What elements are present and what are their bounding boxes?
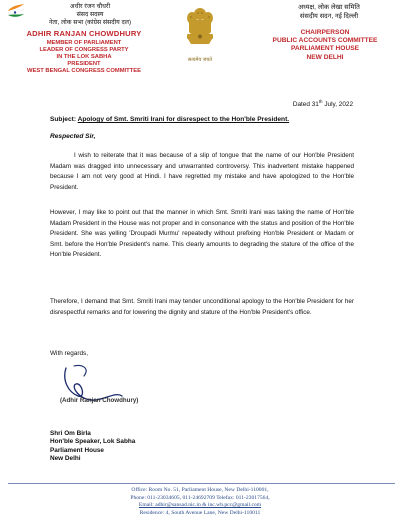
designation-3: IN THE LOK SABHA bbox=[56, 54, 112, 60]
footer-office: Office: Room No. 51, Parliament House, New Delhi-110001, bbox=[131, 487, 269, 493]
date-suffix: th bbox=[318, 99, 323, 104]
footer-residence: Residence: 4, South Avenue Lane, New Delhi-110011 bbox=[139, 509, 261, 516]
national-emblem bbox=[178, 4, 222, 62]
date-prefix: Dated 31 bbox=[292, 101, 319, 109]
addressee-name: Shri Om Birla bbox=[50, 430, 91, 437]
salutation: Respected Sir, bbox=[50, 133, 96, 140]
closing: With regards, bbox=[50, 350, 89, 357]
date-rest: July, 2022 bbox=[322, 101, 353, 109]
addressee-building: Parliament House bbox=[50, 446, 104, 454]
paragraph-3: Therefore, I demand that Smt. Smriti Irani may tender unconditional apology to the Hon'ble President for her disrespectful remarks and for lowering the dignity and stature of the Hon'ble President's office. bbox=[50, 298, 354, 316]
hindi-chairperson: अध्यक्ष, लोक लेखा समिति bbox=[298, 4, 360, 11]
chairperson-block bbox=[250, 29, 400, 62]
sender-name: ADHIR RANJAN CHOWDHURY bbox=[26, 29, 142, 38]
footer-divider bbox=[8, 483, 395, 484]
hindi-leader: नेता, लोक सभा (कांग्रेस संसदीय दल) bbox=[48, 19, 132, 26]
letter-date bbox=[293, 99, 353, 108]
lion-capital-icon bbox=[178, 4, 222, 54]
addressee-city: New Delhi bbox=[50, 454, 81, 462]
signature-name: (Adhir Ranjan Chowdhury) bbox=[60, 397, 139, 404]
letterhead-left bbox=[30, 3, 150, 27]
sender-designations bbox=[4, 40, 164, 75]
subject-line bbox=[50, 116, 289, 123]
addressee-title: Hon'ble Speaker, Lok Sabha bbox=[50, 438, 136, 446]
designation-4: PRESIDENT bbox=[67, 61, 101, 67]
designation-2: LEADER OF CONGRESS PARTY bbox=[39, 47, 129, 53]
designation-5: WEST BENGAL CONGRESS COMMITTEE bbox=[27, 68, 141, 74]
hindi-parliament: संसदीय सदन, नई दिल्ली bbox=[299, 13, 359, 20]
subject-label: Subject: bbox=[50, 116, 77, 123]
chairperson-title: CHAIRPERSON bbox=[300, 29, 350, 36]
congress-flag-logo bbox=[6, 3, 26, 21]
city: NEW DELHI bbox=[306, 53, 344, 61]
letterhead-right bbox=[258, 3, 400, 21]
designation-1: MEMBER OF PARLIAMENT bbox=[46, 40, 122, 46]
paragraph-1: I wish to reiterate that it was because of a slip of tongue that the name of our Hon'ble President Madam was dragged into unnecessary and unwarranted controversy. This inadvertent mistake happened because I am not very good at Hindi. I have regretted my mistake and have apologized to the Hon'ble President. bbox=[50, 152, 354, 191]
parliament-house: PARLIAMENT HOUSE bbox=[290, 45, 359, 53]
paragraph-2: However, I may like to point out that the manner in which Smt. Smriti Irani was taking the name of Hon'ble Madam President in the House was not proper and in consonance with the status and position of the Hon'ble President. She was yelling 'Droupadi Murmu' repeatedly without prefixing Hon'ble President or Madam or Smt. before the Hon'ble President's name. This clearly amounts to degrading the stature of the office of the Hon'ble President. bbox=[50, 209, 354, 259]
addressee-block bbox=[50, 430, 135, 463]
footer-contact bbox=[60, 487, 340, 517]
hindi-name: अधीर रंजन चौधरी bbox=[69, 3, 111, 10]
committee-name: PUBLIC ACCOUNTS COMMITTEE bbox=[272, 37, 378, 45]
footer-email: Email: adhir@sansad.nic.in & inc.wb.pcc@gmail.com bbox=[138, 502, 262, 509]
subject-text: Apology of Smt. Smriti Irani for disrespect to the Hon'ble President. bbox=[77, 116, 290, 123]
footer-phone: Phone: 011-23034605, 011-24692709 Telefax: 011-23017564, bbox=[130, 494, 270, 501]
emblem-motto: सत्यमेव जयते bbox=[187, 57, 213, 63]
hindi-member: संसद सदस्य bbox=[76, 11, 104, 18]
